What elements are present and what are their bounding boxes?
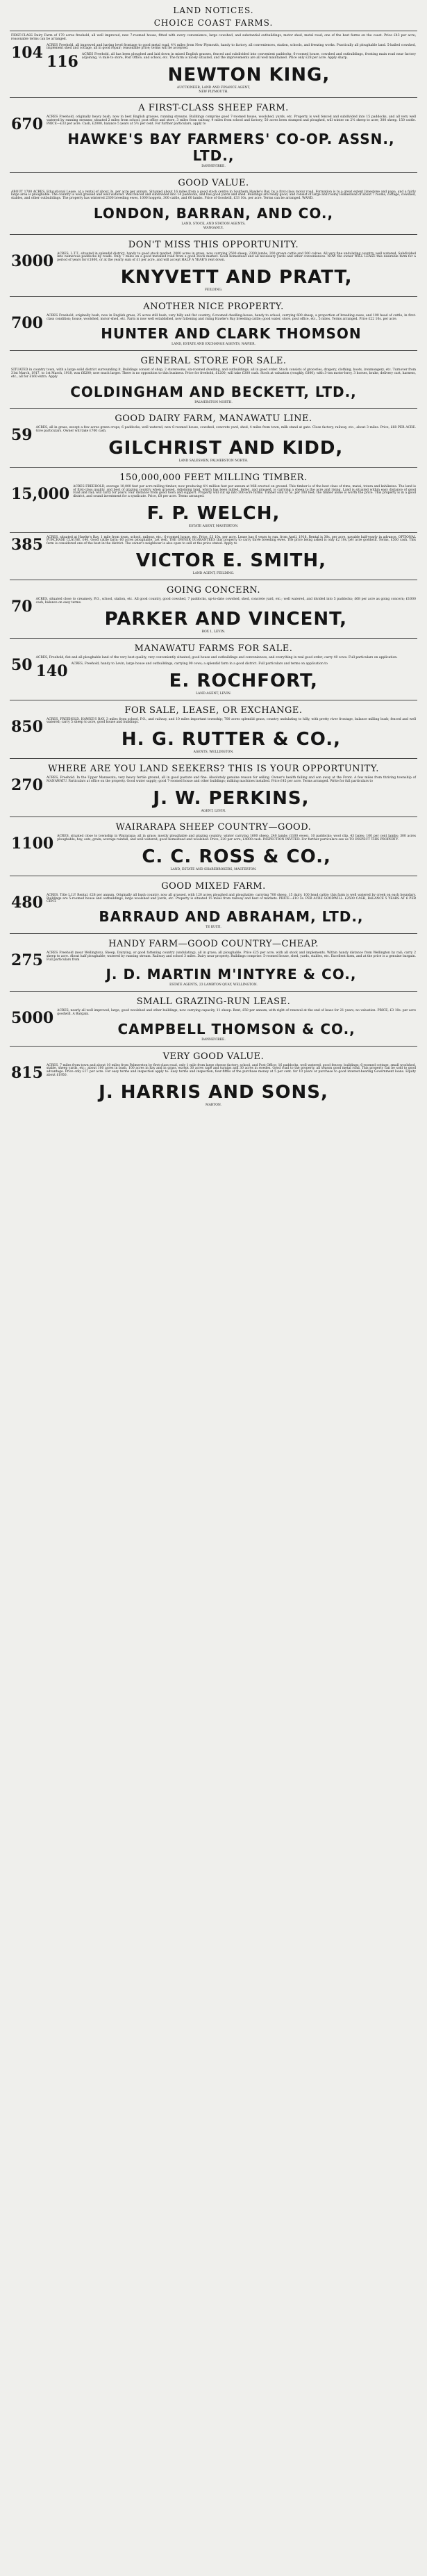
ad-body-text: ACRES, nearly all well improved, large, good woolshed and other buildings, now carrying capacity, 11 sheep. Rent, £50 per annum, with right of renewal at the end of lease for 21 years, no valuation. PRICE, £3 10s. per acre goodwill. A Bargain. (57, 1009, 416, 1016)
ad-body-text: ACRES FREEHOLD, average 10,000 feet per acre milling timber; now producing 4½ million feet per annum at Mill erected on ground. This timber is of the best class of rimu, matai, totara and kahikatea. The land is of first-class quality, and best of grazing country when grassed. Adjoining land, which has been milled, felled, and grassed, is carrying a sheep to the acre and rising. Land is situated within easy distance of good road and rail; will carry for years. Fair distance from good town and support. Property will cut up into 300-acre farms. Timber sold at 5s. per 100 feet; the timber alone is worth the price. This property is in a good district, and sound investment for a syndicate. Price, £8 per acre. Terms arranged. (73, 484, 416, 499)
agent-name: H. G. RUTTER & CO., (121, 729, 342, 750)
ad-paragraph (11, 1063, 416, 1082)
agent-address: LAND SALESMEN, PALMERSTON NORTH. (178, 459, 249, 463)
agent-address: BOX 1, LEVIN. (201, 630, 226, 634)
agent-name: J. D. MARTIN M'INTYRE & CO., (106, 966, 357, 983)
ad-paragraph (11, 369, 416, 379)
acreage-figure: 670 (11, 115, 43, 134)
agent-address: AGENTS, WELLINGTON. (193, 750, 234, 755)
acreage-figure: 275 (11, 951, 43, 970)
agent-name: VICTOR E. SMITH, (135, 550, 327, 572)
ad-body-text: ACRES, FREEHOLD, HAWKE'S BAY, 3 miles from school, P.O., and railway, and 10 miles important township; 700 acres splendid grass, country undulating to hilly, with pretty river frontage, balance milling bush; fenced and well watered; carry 5 sheep to acre, good house and buildings. (46, 717, 416, 725)
agent-name: C. C. ROSS & CO., (142, 846, 331, 868)
ad-title: GOING CONCERN. (167, 584, 260, 596)
ad-paragraph (11, 1009, 416, 1028)
ad-paragraph (11, 484, 416, 503)
advertisement (10, 700, 417, 758)
agent-address: LAND, ESTATE AND SHAREBROKERS, MASTERTON. (170, 868, 257, 872)
ad-paragraph (11, 426, 416, 445)
ad-title: ANOTHER NICE PROPERTY. (143, 301, 284, 312)
page-heading: LAND NOTICES. (173, 6, 254, 15)
ad-title: GOOD DAIRY FARM, MANAWATU LINE. (115, 413, 312, 425)
ad-body-text: ABOUT 1700 ACRES, Educational Lease, at a rental of about 3s. per acre per annum. Situated about 16 miles from a good stock centre in Southern Hawke's Bay, by a first-class motor road. Formation is to a great extent limestone and papa, and a fairly large area is ploughable. The country is well grassed and well watered. Well fenced and subdivided into 14 paddocks, and has good yards and shed. Buildings are really good, and consist of large and roomy Homestead of about 7 rooms, cottage, cowshed, stables, and other outbuildings. The property has wintered 2300 breeding ewes, 1000 hoggets, 300 cattle, and 60 lambs. Price of Goodwill, £33 10s. per acre. Terms can be arranged. WAND. (11, 190, 416, 201)
agent-address: LAND AGENT, LEVIN. (196, 691, 231, 696)
agent-address: LAND, ESTATE AND EXCHANGE AGENTS, NAPIER. (171, 343, 256, 347)
acreage-figure: 5000 (11, 1009, 54, 1028)
ad-title: A FIRST-CLASS SHEEP FARM. (138, 103, 289, 114)
ad-body-text: ACRES Freehold, originally heavy bush, now in best English grasses, running streams. Buildings comprise good 7-roomed house, woolshed, yards, etc. Property is well fenced and subdivided into 15 paddocks, and all very well watered by running streams; situated 2 miles from school, post office and store, 3 miles from railway, 9 miles from school and factory; 50 acres been stumped and ploughed, will winter on 2½ sheep to acre; 300 sheep, 150 cattle. PRICE—£33 per acre. Cash, £2000, balance 5 years at 5½ per cent. For further particulars, apply to (46, 115, 416, 126)
acreage-figure: 815 (11, 1063, 43, 1082)
ad-body-text: SITUATED in country town, with a large solid district surrounding it. Buildings consist of shop, 2 storerooms, six-roomed dwelling, and outbuildings, all in good order. Stock consists of groceries, drapery, clothing, boots, ironmongery, etc. Turnover from 31st March, 1917, to 1st March, 1918, was £6200; now much larger. There is no opposition to this business. Price for freehold, £1200; will take £300 cash. Stock at valuation (roughly, £800), with 3-ton motor-lorry, 3 horses, brake, delivery cart, harness, etc., all for £160 extra. Apply (11, 368, 416, 379)
ad-body-text: ACRES, situated close to township in Wairarapa; all in grass; mostly ploughable and grazing country; winter carrying 1600 sheep, 240 lambs (1100 ewes), 10 paddocks; wool clip, 43 bales; 100 per cent lambs; 300 acres ploughable; hay, oats, grain; average rainfall, and well watered; good homestead and woolshed. Price, £20 per acre; £4000 cash. INSPECTION INVITED. For further particulars see us TO INSPECT THIS PROPERTY. (57, 835, 416, 842)
ad-title: GOOD VALUE. (178, 177, 249, 188)
advertisement (10, 97, 417, 172)
acreage-figure: 70 (11, 597, 33, 616)
ad-title: WAIRARAPA SHEEP COUNTRY—GOOD. (115, 822, 312, 833)
advertisement (10, 933, 417, 991)
ad-title: DON'T MISS THIS OPPORTUNITY. (128, 239, 299, 250)
agent-address: TE KUITI. (206, 926, 221, 930)
agent-name: GILCHRIST AND KIDD, (108, 437, 344, 459)
advertisement (10, 638, 417, 699)
ad-title: VERY GOOD VALUE. (162, 1051, 265, 1062)
ad-body-text: ACRES, situated close to creamery, P.O., school, station, etc. All good country, good cowshed, 7 paddocks, up-to-date cowshed, shed, concrete yard, etc.; well watered, and divided into 5 paddocks; £68 per acre as going concern; £1000 cash, balance on easy terms. (35, 597, 416, 605)
section-heading: CHOICE COAST FARMS. (153, 18, 274, 28)
ad-title: GENERAL STORE FOR SALE. (140, 356, 287, 367)
ad-paragraph (11, 313, 416, 332)
ad-body-text: ACRES Freehold (near Wellington), Sheep, Dairying, or good fattening country (undulating), all in grass; all ploughable. Price £25 per acre, with all stock and implements. Within handy distance from Wellington by rail; carry 2 sheep to acre. About half ploughable; watered by running stream. Railway and school 3 miles. Dairy near property. Buildings comprise: 5-roomed house, shed, yards, stables, etc. Excellent farm, and at the price is a genuine bargain. Full particulars from (46, 951, 416, 962)
ad-paragraph (11, 776, 416, 795)
ad-body-text: ACRES, 7 miles from town and about 10 miles from Palmerston by first-class road, only 1 mile from large cheese factory, school, and Post Office; 16 paddocks, well watered, good fences; buildings: 6-roomed cottage, small woolshed, stable, sheep yards, etc.; about 100 acres in bush, 100 acres in hay and in grass, except 30 acres rape and turnips and 30 acres in swedes. Good road to the property, all season good metal road. This property can be sold to good advantage. Price only £17 per acre. For easy terms and inspection apply to: Easy terms and inspection, four-fifths of the purchase money at 5 per cent. for 10 years or purchase to good interest-bearing Government loans. Equity about £1950. (46, 1063, 416, 1077)
acreage-figure: 59 (11, 426, 33, 445)
agent-address: ESTATE AGENTS, 23 LAMBTON QUAY, WELLINGTON. (169, 983, 258, 987)
ad-body-text: ACRES Freehold, all has been ploughed and laid down in mixed English grasses, fenced and subdivided into convenient paddocks; 6-roomed house, cowshed and outbuildings, fronting main road near factory adjoining, ¼ mile to store, Post Office, and school, etc. The farm is nicely situated, and the improvements are all well maintained. Price only £28 per acre. Apply sharp. (81, 53, 416, 60)
agent-address: AUCTIONEER, LAND AND FINANCE AGENT, (176, 85, 251, 90)
ad-title: GOOD MIXED FARM. (161, 880, 266, 892)
agent-name: J. HARRIS AND SONS, (99, 1081, 328, 1103)
agent-name: HUNTER AND CLARK THOMSON (101, 325, 362, 343)
agent-name: BARRAUD AND ABRAHAM, LTD., (99, 908, 364, 926)
agent-address: NEW PLYMOUTH. (199, 90, 228, 94)
agent-address: ESTATE AGENT, MASTERTON. (188, 524, 239, 528)
agent-address: DANNEVIRKE. (201, 164, 226, 168)
advertisement (10, 580, 417, 638)
acreage-figure: 480 (11, 893, 43, 912)
advertisement (10, 234, 417, 296)
advertisement (10, 758, 417, 817)
advertisement (10, 350, 417, 408)
agent-name: NEWTON KING, (167, 64, 330, 85)
advertisement (10, 876, 417, 933)
agent-name: F. P. WELCH, (146, 502, 281, 524)
agent-address: PALMERSTON NORTH. (194, 400, 233, 404)
advertisement (10, 172, 417, 234)
ad-body-text: FIRST-CLASS Dairy Farm of 170 acres freehold, all well improved, new 7-roomed house, fitted with every convenience, large cowshed, and substantial outbuildings, motor shed, metal road; one of the best farms on the coast. Price £43 per acre; reasonable terms can be arranged. (11, 34, 416, 41)
agent-name: E. ROCHFORT, (169, 670, 318, 691)
advertisement (10, 532, 417, 580)
ad-title: WHERE ARE YOU LAND SEEKERS? THIS IS YOUR OPPORTUNITY. (48, 764, 379, 775)
ad-paragraph (11, 252, 416, 270)
acreage-figure: 270 (11, 776, 43, 795)
advertisement (10, 408, 417, 466)
acreage-figure: 104 (11, 43, 43, 62)
agent-name: COLDINGHAM AND BECKETT, LTD., (70, 383, 357, 400)
agent-name: KNYVETT AND PRATT, (120, 266, 353, 288)
ad-title: HANDY FARM—GOOD COUNTRY—CHEAP. (108, 939, 319, 950)
advertisement (10, 31, 417, 97)
ad-title: SMALL GRAZING-RUN LEASE. (136, 996, 291, 1008)
agent-name: LONDON, BARRAN, AND CO., (93, 204, 334, 222)
ad-body-text: ACRES, Freehold, handy to Levin, large house and outbuildings, carrying 90 cows; a splendid farm in a good district. Full particulars and terms on application to (71, 662, 328, 666)
ad-body-text: ACRES, Title L.I.P. Rental, £28 per annum. Originally all bush country, now all grassed, with 120 acres ploughed and ploughable; carrying 700 sheep, 15 dairy, 100 head cattle; this farm is well watered by creek on each boundary. Buildings are 5-roomed house and outbuildings, large woolshed and yards, etc. Property is situated 15 miles from railway and best of markets. PRICE—£10 3s. PER ACRE GOODWILL. £2500 CASH, BALANCE 5 YEARS AT 6 PER CENT. (46, 893, 416, 904)
ad-body-text: ACRES Freehold, all improved and having level frontage to good metal road, 4½ miles from New Plymouth, handy to factory, all conveniences, station, schools, and freezing works. Practically all ploughable land. 5-bailed cowshed, implement shed and cottage, all in good repair; reasonable price; terms will be accepted. (46, 43, 416, 51)
ad-paragraph (11, 597, 416, 616)
advertisement (10, 467, 417, 532)
ad-title: FOR SALE, LEASE, OR EXCHANGE. (124, 705, 303, 716)
ad-paragraph (11, 115, 416, 134)
ad-body-text: ACRES, situated at Hawke's Bay, 1 mile from town, school, railway, etc.; 6-roomed house, etc. Price, £3 10s. per acre. Lease has 6 years to run, from April, 1918. Rental is 30s. per acre, payable half-yearly in advance. OPTIONAL PURCHASE CLAUSE, £40. Good cattle farm; 60 acres ploughable. Let well. THE OWNER GUARANTEES this property to carry three breeding ewes. The price being asked is only £2 10s. per acre goodwill. Terms, £500 cash. This farm is considered one of the best in the district. The owner's neighbour is also open to sell at the price stated. Apply to (46, 535, 416, 546)
acreage-figure: 700 (11, 313, 43, 332)
agent-name: PARKER AND VINCENT, (104, 609, 347, 630)
acreage-figure: 1100 (11, 835, 54, 853)
agent-name: CAMPBELL THOMSON & CO., (117, 1020, 355, 1037)
advertisement (10, 296, 417, 350)
advertisement (10, 817, 417, 875)
ad-paragraph (11, 951, 416, 970)
ad-paragraph (11, 53, 416, 72)
agent-name: HAWKE'S BAY FARMERS' CO-OP. ASSN., LTD., (67, 130, 395, 164)
advertisements (10, 31, 417, 1111)
acreage-figure: 850 (11, 717, 43, 736)
acreage-figure: 50 (11, 656, 33, 675)
acreage-figure: 140 (35, 662, 68, 681)
ad-body-text: ACRES, all in grass, except a few acres green crops; 6 paddocks, well watered, new 6-roomed house, cowshed, concrete yard, shed, 4 miles from town, milk stand at gate. Close factory, railway, etc., about 3 miles. Price, £68 PER ACRE. Give particulars. Owner will take £700 cash. (35, 426, 416, 434)
ad-paragraph (11, 893, 416, 912)
ad-body-text: ACRES Freehold, originally bush, now in English grass, 25 acres still bush, very hilly and flat country; 6-roomed dwelling-house, handy to school, carrying 600 sheep, a proportion of breeding ewes, and 100 head of cattle, in first-class condition; house, woolshed, motor-shed, etc. Farm is now well established, now fattening and rising Hawke's Bay breeding cattle; good water, store, post office, etc., 5 miles. Terms arranged. Price £22 10s. per acre. (46, 313, 416, 321)
agent-address: LAND, STOCK, AND STATION AGENTS, (181, 222, 246, 226)
ad-paragraph (11, 717, 416, 736)
agent-address: MARTON. (206, 1103, 221, 1107)
acreage-figure: 116 (46, 53, 78, 72)
ad-title: MANAWATU FARMS FOR SALE. (134, 643, 293, 655)
ad-title: 150,000,000 FEET MILLING TIMBER. (119, 472, 308, 483)
acreage-figure: 385 (11, 535, 43, 554)
agent-address: LAND AGENT, FEILDING. (192, 572, 235, 576)
acreage-figure: 15,000 (11, 484, 70, 503)
ad-paragraph (11, 835, 416, 853)
agent-address: AGENT, LEVIN. (201, 809, 226, 813)
agent-address: FEILDING. (204, 288, 223, 292)
ad-paragraph (11, 535, 416, 554)
ad-body-text: ACRES, Freehold, flat and all ploughable land of the very best quality, very conveniently situated; good house and outbuildings and conveniences, and everything in real good order; carry 40 cows. Full particulars on application. (35, 656, 398, 660)
agent-name: J. W. PERKINS, (153, 787, 310, 809)
ad-body-text: ACRES, Freehold. In the Upper Manawatu; very heavy fertile ground, all in good pasture and fine. Absolutely genuine reason for selling. Owner's health failing and son away at the Front. A few miles from thriving township of MANAWATU. Particulars at office on the property. Good water supply; good 7-roomed house and other buildings; milking machines installed. Price £45 per acre. Terms arranged. Write for full particulars to (46, 776, 416, 783)
advertisement (10, 1046, 417, 1111)
acreage-figure: 3000 (11, 252, 54, 270)
agent-address: WANGANUI. (203, 226, 224, 230)
ad-paragraph (11, 35, 416, 42)
agent-address: DANNEVIRKE. (201, 1037, 226, 1042)
advertisement (10, 991, 417, 1045)
ad-body-text: ACRES, L.T.T., situated in splendid district, handy to good stock market, 2000 acres in grass, now carrying 2500 sheep, 2300 lambs, 200 grown cattle and 500 calves. All very fine undulating country, well watered. Subdivided into numerous paddocks by roads. Only 7 miles on a good metalled road from a good stock market. Good homestead and all necessary yards and other conveniences. NOW the owner WILL LEASE this desirable farm for a period of years for £1800, or at the yearly sum of £1 per acre, and will accept HALF A YEAR'S rent down. (57, 252, 416, 263)
ad-paragraph (11, 191, 416, 201)
